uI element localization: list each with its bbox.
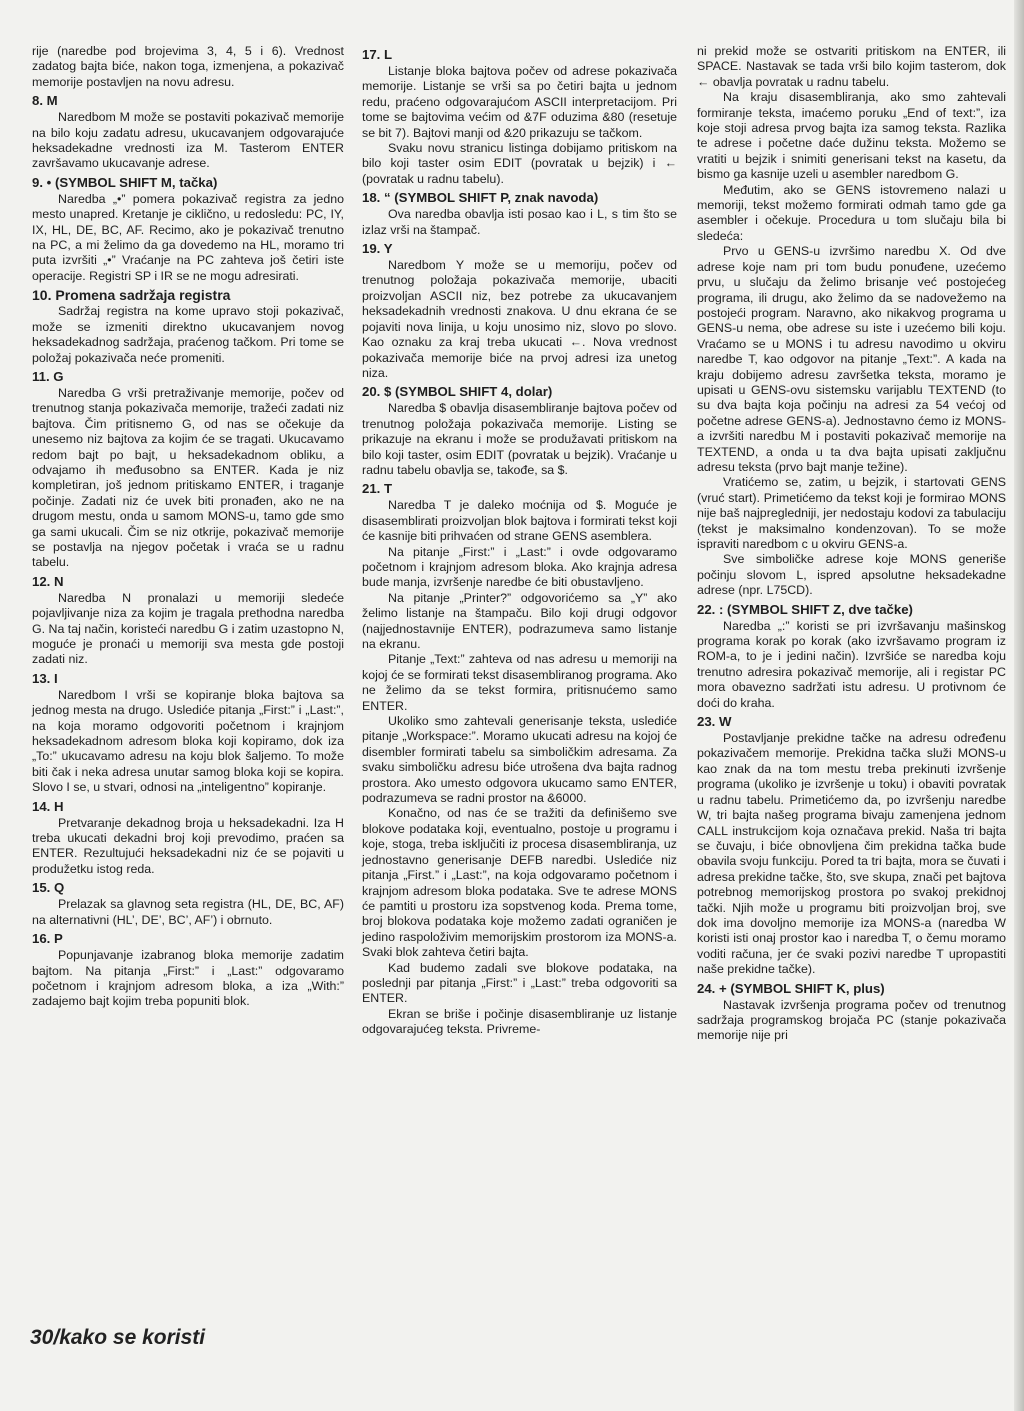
- section-heading-8: 8. M: [32, 93, 58, 109]
- paragraph: Sve simboličke adrese koje MONS generiše počinju slovom L, ispred apsolutne heksadekadne adrese (npr. L75CD).: [697, 552, 1006, 598]
- paragraph: Naredbom M može se postaviti pokazivač memorije na bilo koju zadatu adresu, ukucavanjem odgovarajuće heksadekadne vrednosti iza M. Tasterom ENTER završavamo ukucavanje adrese.: [32, 110, 344, 171]
- paragraph: Nastavak izvršenja programa počev od trenutnog sadržaja programskog brojača PC (stanje pokazivača memorije nije pri: [697, 997, 1006, 1043]
- paragraph: Naredba N pronalazi u memoriji sledeće pojavljivanje niza za kojim je tragala prethodna naredba G. Na taj način, koristeći naredbu G i zatim uzastopno N, moguće je pronaći u memoriji sva mesta gde postoji zadati niz.: [32, 590, 344, 667]
- section-heading-22: 22. : (SYMBOL SHIFT Z, dve tačke): [697, 601, 913, 617]
- section-heading-12: 12. N: [32, 573, 64, 589]
- section-heading-14: 14. H: [32, 798, 64, 814]
- paragraph: Naredba T je daleko moćnija od $. Moguće je disasemblirati proizvoljan blok bajtova i formirati tekst koji će kasnije biti prihvaćen od strane GENS asemblera.: [362, 498, 677, 544]
- column-middle: [362, 44, 677, 1038]
- paragraph: Pitanje „Text:” zahteva od nas adresu u memoriji na kojoj će se formirati tekst disasembliranog programa. Ako ne želimo da se tekst formira, pritisnućemo samo ENTER.: [362, 652, 677, 713]
- paragraph: Sadržaj registra na kome upravo stoji pokazivač, može se izmeniti direktno ukucavanjem novog heksadekadnog sadržaja, praćenog tačkom. Pri tome se položaj pokazivača neće promeniti.: [32, 304, 344, 365]
- paragraph: Na kraju disasembliranja, ako smo zahtevali formiranje teksta, imaćemo poruku „End of text:”, iza koje stoji adresa prvog bajta iza samog teksta. Razlika te adrese i početne daće dužinu teksta. Možemo se vratiti u bejzik i snimiti generisani tekst na kasetu, da bismo ga kasnije uzeli u asembler naredbom G.: [697, 90, 1006, 182]
- paragraph: Vratićemo se, zatim, u bejzik, i startovati GENS (vruć start). Primetićemo da tekst koji je formirao MONS nije baš najpregledniji, jer nedostaju kodovi za tabulaciju (tekst je maksimalno kondenzovan). To se može ispraviti naredbom c u okviru GENS-a.: [697, 475, 1006, 551]
- paragraph: Naredba $ obavlja disasembliranje bajtova počev od trenutnog položaja pokazivača memorije. Listing se prikazuje na ekranu i može se produžavati pritiskom na bilo koji taster, osim EDIT (povratak u bejzik). Vraćanje u radnu tabelu obavlja se, takođe, sa $.: [362, 401, 677, 477]
- paragraph: Konačno, od nas će se tražiti da definišemo sve blokove podataka koji, eventualno, postoje u programu i koje, stoga, treba isključiti iz procesa disasembliranja, uz jednostavno generisanje DEFB naredbi. Uslediće niz pitanja „First.” i „Last:”, na koja odgovaramo početnom i krajnjom adresom bloka podataka. Sve te adrese MONS će pamtiti u prostoru iza sopstvenog koda. Prema tome, broj blokova podataka koje možemo zadati ograničen je jedino raspoloživim memorijskim prostorom iza MONS-a. Svaki blok zahteva četiri bajta.: [362, 806, 677, 960]
- section-heading-9: 9. • (SYMBOL SHIFT M, tačka): [32, 174, 218, 190]
- page-edge-shadow: [1014, 0, 1024, 1411]
- paragraph: Prelazak sa glavnog seta registra (HL, DE, BC, AF) na alternativni (HL’, DE’, BC’, AF’) i obrnuto.: [32, 897, 344, 927]
- paragraph: Naredbom Y može se u memoriju, počev od trenutnog položaja pokazivača memorije, ubaciti proizvoljan ASCII niz, bez potrebe za ukucavanjem heksadekadnih vrednosti znakova. U dnu ekrana će se pojaviti nova linija, u koju unosimo niz, slovo po slovo. Kao oznaku za kraj treba ukucati ←. Nova vrednost pokazivača memorije biće na prvoj adresi iza unetog niza.: [362, 258, 677, 380]
- section-heading-16: 16. P: [32, 931, 63, 947]
- paragraph: Naredba „•” pomera pokazivač registra za jedno mesto unapred. Kretanje je ciklično, u redosledu: PC, IY, IX, HL, DE, BC, AF. Recimo, ako je pokazivač trenutno na PC, a mi želimo da ga dovedemo na HL, moramo tri puta izvršiti „•” Vraćanje na PC zahteva još četiri iste operacije. Registri SP i IR se ne mogu adresirati.: [32, 191, 344, 283]
- section-heading-17: 17. L: [362, 47, 393, 62]
- column-right: [697, 44, 1006, 1044]
- section-heading-19: 19. Y: [362, 241, 393, 257]
- paragraph: Međutim, ako se GENS istovremeno nalazi u memoriji, tekst možemo formirati odmah tamo gde ga asembler i očekuje. Procedura u tom slučaju bila bi sledeća:: [697, 182, 1006, 243]
- section-heading-10: 10. Promena sadržaja registra: [32, 287, 231, 304]
- paragraph: Listanje bloka bajtova počev od adrese pokazivača memorije. Listanje se vrši sa po četiri bajta u jednom redu, praćeno odgovarajućom ASCII interpretacijom. Pri tome se bajtovima većim od &7F oduzima &80 (resetuje se bit 7). Bajtovi manji od &20 prikazuju se tačkom.: [362, 64, 677, 140]
- paragraph: Pretvaranje dekadnog broja u heksadekadni. Iza H treba ukucati dekadni broj koji prevodimo, praćen sa ENTER. Rezultujući heksadekadni niz će se pojaviti u produžetku istog reda.: [32, 815, 344, 876]
- column-left: [32, 44, 344, 1010]
- paragraph: Kad budemo zadali sve blokove podataka, na poslednji par pitanja „First:” i „Last:” treba odgovoriti sa ENTER.: [362, 960, 677, 1006]
- section-heading-13: 13. I: [32, 670, 58, 686]
- section-heading-21: 21. T: [362, 481, 393, 497]
- paragraph: Ekran se briše i počinje disasembliranje uz listanje odgovarajućeg teksta. Privreme-: [362, 1006, 677, 1037]
- paragraph: Na pitanje „First:” i „Last:” i ovde odgovaramo početnom i krajnjom adresom bloka. Ako krajnja adresa bude manja, izvršenje naredbe će biti obustavljeno.: [362, 544, 677, 590]
- page-footer: 30/kako se koristi: [30, 1326, 206, 1349]
- paragraph: Na pitanje „Printer?” odgovorićemo sa „Y” ako želimo listanje na štampaču. Bilo koji drugi odgovor (najjednostavnije ENTER), podrazumeva samo listanje na ekranu.: [362, 590, 677, 651]
- paragraph: Naredbom I vrši se kopiranje bloka bajtova sa jednog mesta na drugo. Uslediće pitanja „First:” i „Last:”, na koja moramo odgovoriti početnom i krajnjom heksadekadnom adresom bloka koji kopiramo, dok iza „To:” ukucavamo adresu na koju blok šaljemo. To može biti čak i neka adresa unutar samog bloka koji se kopira. Slovo I se, u stvari, odnosi na „inteligentno” kopiranje.: [32, 687, 344, 795]
- paragraph: Ova naredba obavlja isti posao kao i L, s tim što se izlaz vrši na štampač.: [362, 207, 677, 237]
- paragraph: Popunjavanje izabranog bloka memorije zadatim bajtom. Na pitanja „First:” i „Last:” odgovaramo početnom i krajnjom adresom bloka, a iza „With:” zadajemo bajt kojim treba popuniti blok.: [32, 948, 344, 1009]
- section-heading-23: 23. W: [697, 714, 732, 730]
- section-heading-15: 15. Q: [32, 880, 65, 896]
- paragraph: Postavljanje prekidne tačke na adresu određenu pokazivačem memorije. Prekidna tačka služi MONS-u kao znak da na tom mestu treba prekinuti izvršenje programa (ukoliko je izvršenje u toku) i obaviti povratak u radnu tabelu. Primetićemo da, po izvršenju naredbe W, tri bajta našeg programa bivaju zamenjena jednom CALL instrukcijom koja označava prekid. Naša tri bajta se čuvaju, i biće obnovljena čim prekidna tačka bude obavila svoju funkciju. Pored ta tri bajta, mora se čuvati i adresa prekidne tačke, što, sve skupa, znači pet bajtova potrebnog memorijskog prostora po svakoj prekidnoj tački. Njih može u programu biti proizvoljan broj, sve dok ima dovoljno memorije iza MONS-a (naredba W koristi isti onaj prostor kao i naredba T, o čemu moramo voditi računa, jer će svaki pozivi naredbe T upropastiti naše prekidne tačke).: [697, 731, 1006, 977]
- paragraph: ni prekid može se ostvariti pritiskom na ENTER, ili SPACE. Nastavak se tada vrši bilo kojim tasterom, dok ← obavlja povratak u radnu tabelu.: [697, 44, 1006, 89]
- paragraph: Svaku novu stranicu listinga dobijamo pritiskom na bilo koji taster osim EDIT (povratak u bejzik) i ← (povratak u radnu tabelu).: [362, 141, 677, 186]
- section-heading-11: 11. G: [32, 368, 64, 384]
- section-heading-18: 18. “ (SYMBOL SHIFT P, znak navoda): [362, 190, 599, 206]
- section-heading-24: 24. + (SYMBOL SHIFT K, plus): [697, 980, 885, 996]
- paragraph: rije (naredbe pod brojevima 3, 4, 5 i 6). Vrednost zadatog bajta biće, nakon toga, izmenjena, a pokazivač memorije postavljen na novu adresu.: [32, 44, 344, 89]
- paragraph: Naredba G vrši pretraživanje memorije, počev od trenutnog stanja pokazivača memorije, tražeći zadati niz bajtova. Čim pritisnemo G, od nas se očekuje da unesemo niz bajtova za kojim će se tragati. Ukucavamo redom bajt po bajt, u heksadekadnom obliku, a odvajamo ih međusobno sa ENTER. Kada je niz kompletiran, još jednom pritiskamo ENTER, i traganje počinje. Zadati niz će uvek biti pronađen, ako ne na drugom mestu, onda u samom MONS-u, tamo gde smo ga sami ukucali. Čim se niz otkrije, pokazivač memorije se postavlja na njegov početak i vraća se u radnu tabelu.: [32, 385, 344, 570]
- paragraph: Prvo u GENS-u izvršimo naredbu X. Od dve adrese koje nam pri tom budu ponuđene, uzećemo prvu, u slučaju da želimo brisanje već postojećeg programa, ili drugu, ako želimo da se nadovežemo na postojeći program. Naravno, ako nikakvog programa u GENS-u nema, obe adrese su iste i uzećemo bili koju. Vraćamo se u MONS i tu adresu navodimo u okviru naredbe T, kao odgovor na pitanje „Text:”. A kada na kraju dobijemo adresu završetka teksta, moramo je upisati u GENS-ovu sistemsku varijablu TEXTEND (to su dva bajta koja počinju na adresi za 54 većoj od početne adrese GENS-a). Jednostavno ćemo iz MONS-a izvršiti naredbu M i postaviti pokazivač memorije na TEXTEND, a onda u ta dva bajta upisati zaključnu adresu teksta (prvo bajt manje težine).: [697, 244, 1006, 474]
- paragraph: Naredba „:” koristi se pri izvršavanju mašinskog programa korak po korak (ako izvršavamo program iz ROM-a, to je i jedini način). Izvršiće se naredba koju trenutno adresira pokazivač memorije, ali i registar PC mora obavezno sadržati istu adresu. U protivnom će doći do kraha.: [697, 618, 1006, 710]
- section-heading-20: 20. $ (SYMBOL SHIFT 4, dolar): [362, 384, 553, 400]
- paragraph: Ukoliko smo zahtevali generisanje teksta, uslediće pitanje „Workspace:”. Moramo ukucati adresu na kojoj će disembler formirati tabelu sa simboličkim adresama. Za svaku simboličku adresu biće utrošena dva bajta radnog prostora. Ako umesto odgovora ukucamo samo ENTER, podrazumeva se radni prostor na &6000.: [362, 714, 677, 806]
